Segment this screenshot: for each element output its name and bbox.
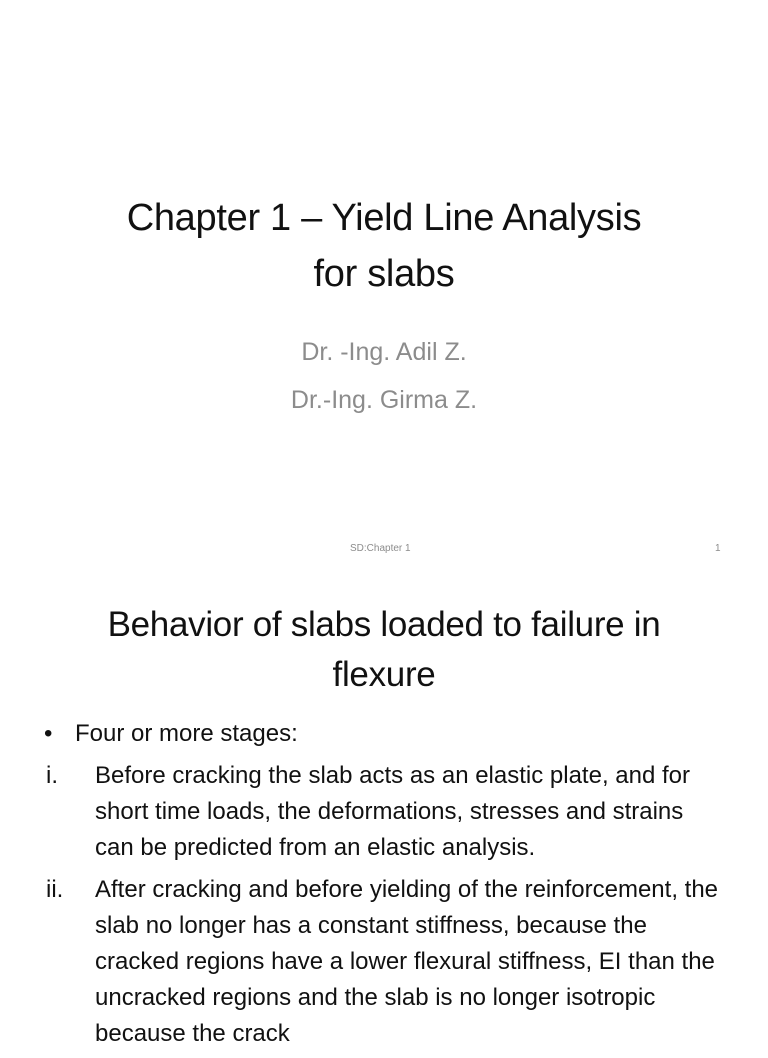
slide-body bbox=[0, 716, 768, 1058]
list-marker: i. bbox=[46, 762, 58, 789]
list-item-text: After cracking and before yielding of the reinforcement, the slab no longer has a constant stiffness, because the cracked regions have a lower flexural stiffness, EI than the uncracked regions and the slab is no longer isotropic because the crack bbox=[95, 876, 719, 1047]
bullet-item bbox=[0, 716, 768, 752]
slide-title-line-2: for slabs bbox=[313, 253, 455, 295]
slide-heading-line-1: Behavior of slabs loaded to failure in bbox=[107, 605, 661, 644]
footer-label: SD:Chapter 1 bbox=[350, 543, 411, 554]
content-slide bbox=[0, 576, 768, 1047]
slide-heading bbox=[30, 600, 738, 700]
author-1: Dr. -Ing. Adil Z. bbox=[301, 338, 467, 366]
author-2: Dr.-Ing. Girma Z. bbox=[290, 386, 478, 414]
list-item-text: Before cracking the slab acts as an elastic plate, and for short time loads, the deformations, stresses and strains can be predicted from an elastic analysis. bbox=[95, 762, 690, 861]
bullet-text: Four or more stages: bbox=[75, 720, 298, 747]
list-item bbox=[0, 872, 768, 1052]
page-number: 1 bbox=[715, 543, 721, 554]
slide-title-line-1: Chapter 1 – Yield Line Analysis bbox=[126, 197, 642, 239]
list-item bbox=[0, 758, 768, 866]
slide-title bbox=[40, 190, 728, 302]
list-marker: ii. bbox=[46, 876, 64, 903]
slide-heading-line-2: flexure bbox=[332, 655, 436, 694]
bullet-marker: • bbox=[44, 720, 53, 747]
